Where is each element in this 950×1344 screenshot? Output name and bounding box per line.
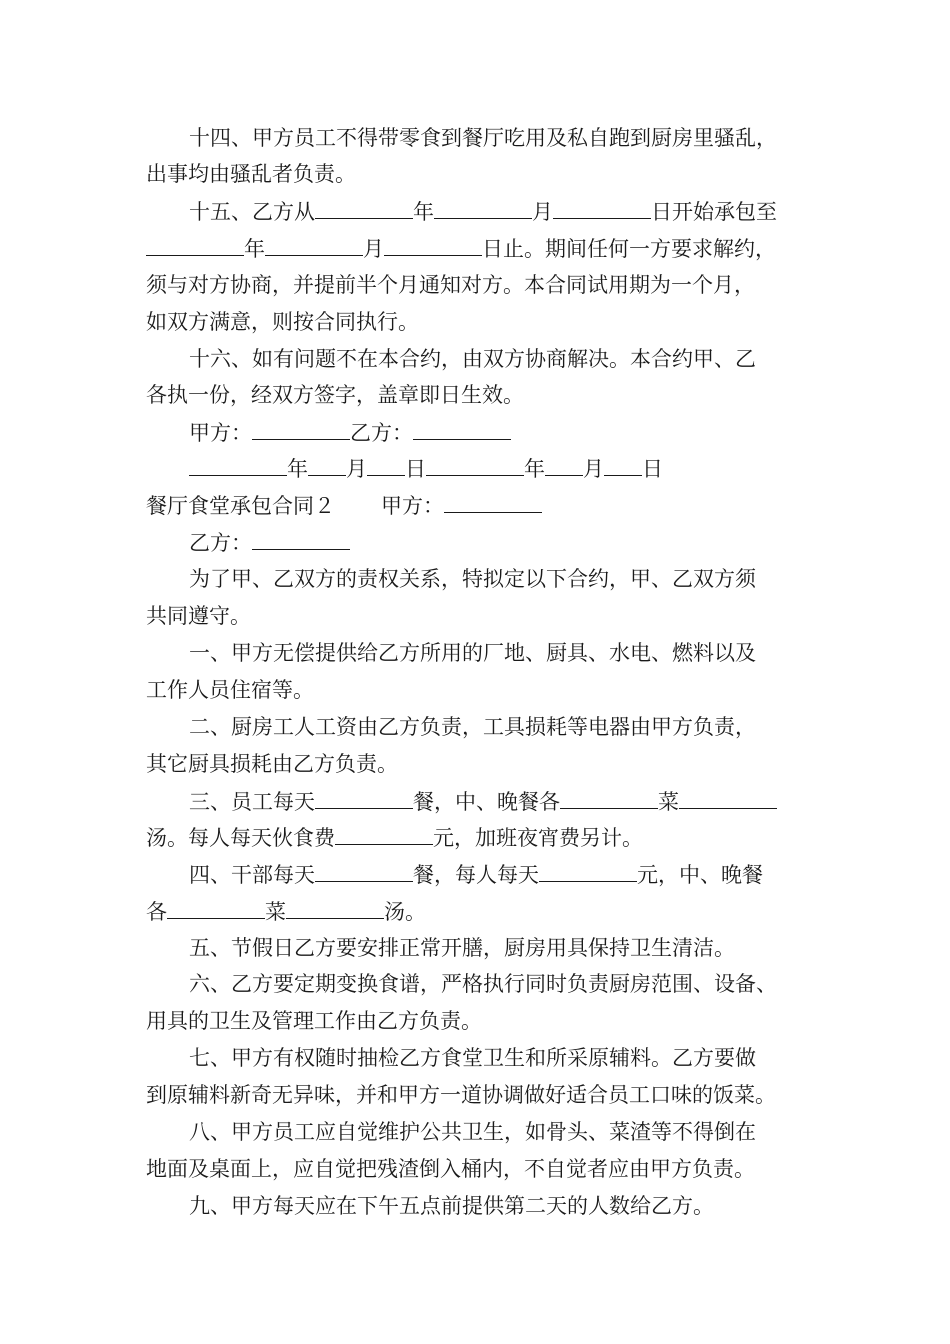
clause-7-line-1: 七、甲方有权随时抽检乙方食堂卫生和所采原辅料。乙方要做 xyxy=(189,1046,756,1070)
preamble-line-1: 为了甲、乙双方的责权关系，特拟定以下合约，甲、乙双方须 xyxy=(189,567,756,591)
preamble-line-2: 共同遵守。 xyxy=(146,604,251,628)
clause-4-text: 元，中、晚餐 xyxy=(637,863,763,887)
clause-4-text: 汤。 xyxy=(384,900,426,924)
day-label: 日止。期间任何一方要求解约， xyxy=(482,237,776,261)
blank-field xyxy=(539,861,637,882)
clause-15-text: 十五、乙方从 xyxy=(189,200,315,224)
month-label: 月 xyxy=(363,237,384,261)
blank-field xyxy=(434,198,532,219)
year-label: 年 xyxy=(287,457,308,481)
clause-15-line-1 xyxy=(189,198,777,224)
blank-field xyxy=(308,455,346,476)
clause-3-text: 三、员工每天 xyxy=(189,790,315,814)
clause-3-text: 元，加班夜宵费另计。 xyxy=(433,826,643,850)
year-label: 年 xyxy=(524,457,545,481)
clause-3-text: 汤。每人每天伙食费 xyxy=(146,826,335,850)
clause-8-line-2: 地面及桌面上，应自觉把残渣倒入桶内，不自觉者应由甲方负责。 xyxy=(146,1157,755,1181)
month-label: 月 xyxy=(583,457,604,481)
blank-field xyxy=(413,419,511,440)
clause-9-line-1: 九、甲方每天应在下午五点前提供第二天的人数给乙方。 xyxy=(189,1194,714,1218)
blank-field xyxy=(265,235,363,256)
party-b-label: 乙方： xyxy=(189,531,252,555)
day-label: 日 xyxy=(642,457,663,481)
clause-6-line-2: 用具的卫生及管理工作由乙方负责。 xyxy=(146,1009,482,1033)
clause-14-line-1: 十四、甲方员工不得带零食到餐厅吃用及私自跑到厨房里骚乱， xyxy=(189,126,777,150)
blank-field xyxy=(560,788,658,809)
contract-2-heading-line xyxy=(146,492,542,518)
blank-field xyxy=(315,788,413,809)
contract-2-title: 餐厅食堂承包合同２ xyxy=(146,494,335,518)
clause-6-line-1: 六、乙方要定期变换食谱，严格执行同时负责厨房范围、设备、 xyxy=(189,972,777,996)
blank-field xyxy=(315,198,413,219)
year-label: 年 xyxy=(244,237,265,261)
party-b-line xyxy=(189,529,350,555)
blank-field xyxy=(286,898,384,919)
clause-4-line-1 xyxy=(189,861,763,887)
clause-14-line-2: 出事均由骚乱者负责。 xyxy=(146,162,356,186)
blank-field xyxy=(604,455,642,476)
clause-3-line-2 xyxy=(146,824,643,850)
day-label: 日 xyxy=(405,457,426,481)
clause-4-text: 餐，每人每天 xyxy=(413,863,539,887)
clause-4-text: 四、干部每天 xyxy=(189,863,315,887)
blank-field xyxy=(426,455,524,476)
clause-4-line-2 xyxy=(146,898,426,924)
blank-field xyxy=(252,419,350,440)
clause-4-text: 菜 xyxy=(265,900,286,924)
party-a-label: 甲方： xyxy=(381,494,444,518)
clause-7-line-2: 到原辅料新奇无异味，并和甲方一道协调做好适合员工口味的饭菜。 xyxy=(146,1083,776,1107)
clause-1-line-2: 工作人员住宿等。 xyxy=(146,678,314,702)
clause-3-text: 菜 xyxy=(658,790,679,814)
blank-field xyxy=(189,455,287,476)
blank-field xyxy=(553,198,651,219)
clause-5-line-1: 五、节假日乙方要安排正常开膳，厨房用具保持卫生清洁。 xyxy=(189,936,735,960)
blank-field xyxy=(367,455,405,476)
clause-3-text: 餐，中、晚餐各 xyxy=(413,790,560,814)
clause-1-line-1: 一、甲方无偿提供给乙方所用的厂地、厨具、水电、燃料以及 xyxy=(189,641,756,665)
day-label: 日开始承包至 xyxy=(651,200,777,224)
clause-15-line-2 xyxy=(146,235,776,261)
clause-16-line-2: 各执一份，经双方签字，盖章即日生效。 xyxy=(146,383,524,407)
date-line xyxy=(189,455,663,481)
party-b-label: 乙方： xyxy=(350,421,413,445)
year-label: 年 xyxy=(413,200,434,224)
blank-field xyxy=(252,529,350,550)
blank-field xyxy=(315,861,413,882)
party-a-label: 甲方： xyxy=(189,421,252,445)
month-label: 月 xyxy=(346,457,367,481)
blank-field xyxy=(335,824,433,845)
clause-15-line-3: 须与对方协商，并提前半个月通知对方。本合同试用期为一个月， xyxy=(146,273,755,297)
month-label: 月 xyxy=(532,200,553,224)
clause-4-text: 各 xyxy=(146,900,167,924)
blank-field xyxy=(384,235,482,256)
clause-3-line-1 xyxy=(189,788,777,814)
clause-16-line-1: 十六、如有问题不在本合约，由双方协商解决。本合约甲、乙 xyxy=(189,347,756,371)
clause-2-line-2: 其它厨具损耗由乙方负责。 xyxy=(146,752,398,776)
blank-field xyxy=(679,788,777,809)
blank-field xyxy=(146,235,244,256)
signature-line xyxy=(189,419,511,445)
clause-15-line-4: 如双方满意，则按合同执行。 xyxy=(146,310,419,334)
blank-field xyxy=(545,455,583,476)
clause-8-line-1: 八、甲方员工应自觉维护公共卫生，如骨头、菜渣等不得倒在 xyxy=(189,1120,756,1144)
blank-field xyxy=(167,898,265,919)
blank-field xyxy=(444,492,542,513)
clause-2-line-1: 二、厨房工人工资由乙方负责，工具损耗等电器由甲方负责， xyxy=(189,715,756,739)
